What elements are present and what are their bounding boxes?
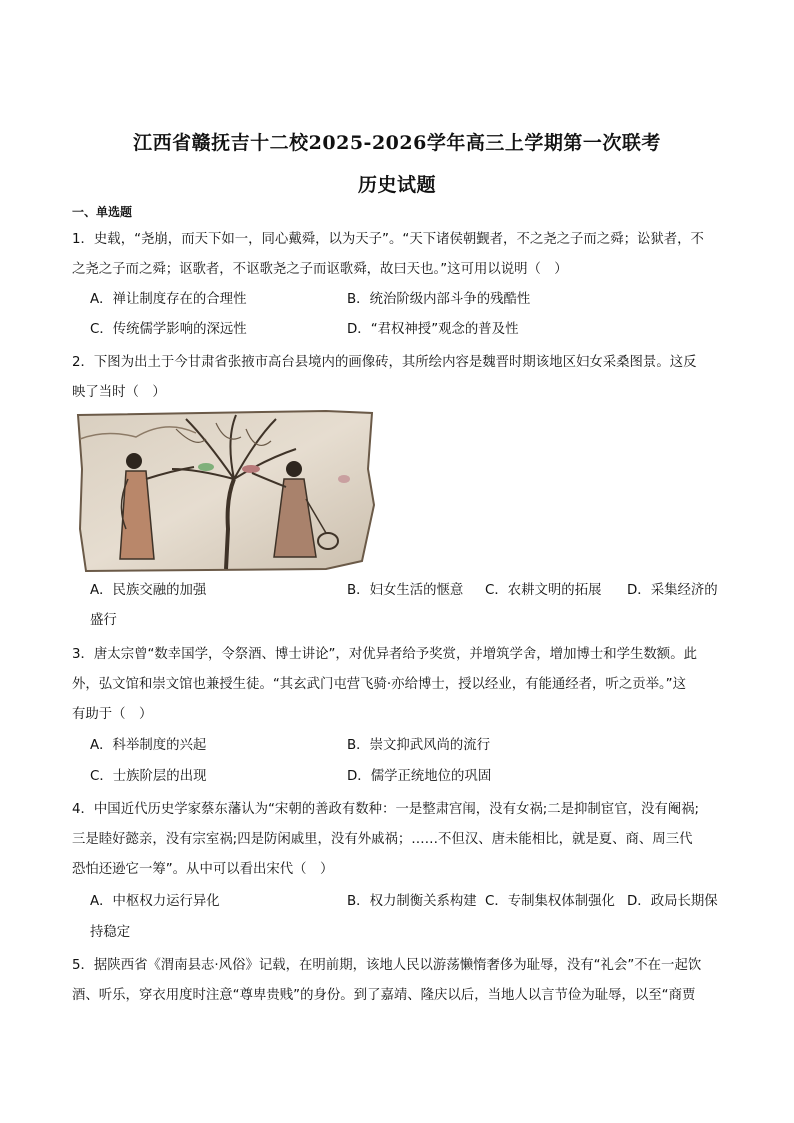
question-5-stem <box>72 951 722 1011</box>
brick-painting-image <box>76 409 376 572</box>
question-1-option-c: C．传统儒学影响的深远性 <box>90 322 247 337</box>
question-2-stem <box>72 348 722 408</box>
question-1-option-d: D．“君权神授”观念的普及性 <box>347 322 519 337</box>
question-3-line-1: 3．唐太宗曾“数幸国学，令祭酒、博士讲论”，对优异者给予奖赏，并增筑学舍，增加博士和学生数额。此 <box>72 647 697 662</box>
mulberry-picking-illustration <box>76 409 376 572</box>
exam-title: 江西省赣抚吉十二校2025-2026学年高三上学期第一次联考 <box>133 132 661 154</box>
question-3-option-b: B．崇文抑武风尚的流行 <box>347 738 491 753</box>
question-4-option-a: A．中枢权力运行异化 <box>90 894 220 909</box>
question-4-option-d-wrap: 持稳定 <box>90 925 131 940</box>
question-2-option-d-wrap: 盛行 <box>90 613 117 628</box>
question-1-line-2: 之尧之子而之舜；讴歌者，不讴歌尧之子而讴歌舜，故曰天也。”这可用以说明（ ） <box>72 262 568 277</box>
question-2-option-a: A．民族交融的加强 <box>90 583 207 598</box>
question-1-stem <box>72 225 722 285</box>
question-4-option-d: D．政局长期保 <box>627 894 718 909</box>
question-2-option-b: B．妇女生活的惬意 <box>347 583 464 598</box>
question-4-stem <box>72 795 722 885</box>
question-1-option-a: A．禅让制度存在的合理性 <box>90 292 247 307</box>
question-4-option-c: C．专制集权体制强化 <box>485 894 615 909</box>
question-4-line-2: 三是睦好懿亲，没有宗室祸;四是防闲戚里，没有外戚祸；……不但汉、唐未能相比，就是夏、商、周三代 <box>72 832 693 847</box>
question-2-line-2: 映了当时（ ） <box>72 385 166 400</box>
question-4-line-1: 4．中国近代历史学家蔡东藩认为“宋朝的善政有数种：一是整肃宫闱，没有女祸;二是抑制宦官，没有阉祸; <box>72 802 700 817</box>
question-2-option-c: C．农耕文明的拓展 <box>485 583 602 598</box>
section-heading: 一、单选题 <box>72 205 133 219</box>
question-1-option-b: B．统治阶级内部斗争的残酷性 <box>347 292 531 307</box>
question-4-line-3: 恐怕还逊它一筹”。从中可以看出宋代（ ） <box>72 862 334 877</box>
question-1-line-1: 1．史载，“尧崩，而天下如一，同心戴舜，以为天子”。“天下诸侯朝觐者，不之尧之子而之舜；讼狱者，不 <box>72 232 704 247</box>
question-3-line-2: 外，弘文馆和崇文馆也兼授生徒。“其玄武门屯营飞骑·亦给博士，授以经业，有能通经者，听之贡举。”这 <box>72 677 687 692</box>
question-4-option-b: B．权力制衡关系构建 <box>347 894 477 909</box>
question-3-line-3: 有助于（ ） <box>72 707 153 722</box>
question-3-option-d: D．儒学正统地位的巩固 <box>347 769 492 784</box>
exam-subtitle: 历史试题 <box>357 174 436 196</box>
question-2-option-d: D．采集经济的 <box>627 583 718 598</box>
question-3-stem <box>72 640 722 730</box>
question-2-line-1: 2．下图为出土于今甘肃省张掖市高台县境内的画像砖，其所绘内容是魏晋时期该地区妇女采桑图景。这反 <box>72 355 697 370</box>
question-5-line-2: 酒、听乐，穿衣用度时注意“尊卑贵贱”的身份。到了嘉靖、隆庆以后，当地人以言节俭为耻辱，以至“商贾 <box>72 988 696 1003</box>
question-5-line-1: 5．据陕西省《渭南县志·风俗》记载，在明前期，该地人民以游荡懒惰奢侈为耻辱，没有“礼会”不在一起饮 <box>72 958 702 973</box>
question-3-option-a: A．科举制度的兴起 <box>90 738 207 753</box>
question-3-option-c: C．士族阶层的出现 <box>90 769 207 784</box>
